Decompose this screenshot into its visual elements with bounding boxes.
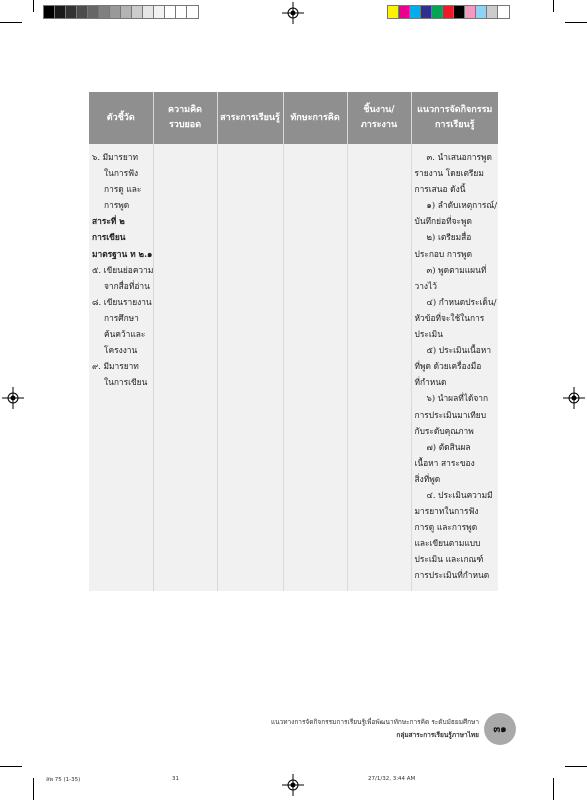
color-swatch	[432, 6, 443, 18]
cell-line: ๘. เขียนรายงาน	[92, 296, 152, 307]
cell-line: ๕) ประเมินเนื้อหา	[426, 345, 492, 356]
color-swatch	[421, 6, 432, 18]
cell-line: ๙. มีมารยาท	[92, 361, 139, 372]
crop-mark	[33, 778, 34, 800]
cell-line: ๑) ลำดับเหตุการณ์/	[426, 200, 498, 211]
cell-line: ในการฟัง	[104, 168, 139, 179]
color-swatch	[121, 6, 132, 18]
color-swatch	[99, 6, 110, 18]
color-swatch	[487, 6, 498, 18]
header-thinking-skill: ทักษะการคิด	[283, 92, 347, 144]
cell-line: ที่พูด ด้วยเครื่องมือ	[414, 361, 482, 372]
color-swatch	[187, 6, 198, 18]
color-swatch	[132, 6, 143, 18]
color-swatch	[465, 6, 476, 18]
crop-mark	[33, 0, 34, 12]
task-cell	[347, 144, 411, 591]
crop-mark	[553, 0, 554, 12]
table-header-row	[89, 92, 498, 144]
crop-mark	[565, 22, 587, 23]
cell-line: ๔. ประเมินความมี	[426, 489, 493, 500]
cell-line: ๖) นำผลที่ได้จาก	[426, 393, 489, 404]
registration-target-icon	[2, 387, 24, 409]
cell-line: ๖. มีมารยาท	[92, 152, 139, 162]
thinking-skill-cell	[283, 144, 347, 591]
cell-line: การประเมินที่กำหนด	[414, 570, 490, 581]
header-concept: ความคิด รวบยอด	[153, 92, 217, 144]
cell-line: ๕. เขียนย่อความ	[92, 264, 154, 275]
cell-line: ๔) กำหนดประเด็น/	[426, 296, 497, 307]
indicator-cell	[89, 144, 153, 591]
slug-page: 31	[172, 776, 179, 782]
cell-line: การศึกษา	[104, 312, 139, 323]
header-task: ชิ้นงาน/ ภาระงาน	[347, 92, 411, 144]
color-swatch	[44, 6, 55, 18]
footer-book-title: แนวทางการจัดกิจกรรมการเรียนรู้เพื่อพัฒนาทักษะการคิด ระดับมัธยมศึกษา	[270, 718, 479, 726]
cell-line: รายงาน โดยเตรียม	[414, 168, 484, 179]
table-row	[89, 144, 498, 591]
color-swatch	[498, 6, 509, 18]
color-swatch	[154, 6, 165, 18]
crop-mark	[0, 22, 22, 23]
registration-target-icon	[563, 387, 585, 409]
activity-cell	[411, 144, 498, 591]
header-indicator: ตัวชี้วัด	[89, 92, 153, 144]
registration-target-icon	[282, 774, 304, 796]
color-swatch	[66, 6, 77, 18]
cell-line: และเขียนตามแบบ	[414, 538, 481, 549]
cell-line: ๓. นำเสนอการพูด	[426, 152, 492, 162]
cell-line: การพูด	[104, 200, 130, 211]
color-swatch	[88, 6, 99, 18]
cell-line: การประเมินมาเทียบ	[414, 409, 487, 420]
color-swatch	[399, 6, 410, 18]
cell-line: หัวข้อที่จะใช้ในการ	[414, 312, 485, 323]
cell-line: ค้นคว้าและ	[104, 329, 146, 340]
cell-line: ประเมิน	[414, 329, 443, 340]
header-content: สาระการเรียนรู้	[217, 92, 283, 144]
cell-line: สิ่งที่พูด	[414, 473, 441, 484]
color-swatch	[388, 6, 399, 18]
crop-mark	[0, 766, 22, 767]
slug-date: 27/1/32, 3:44 AM	[368, 776, 416, 782]
color-swatch	[410, 6, 421, 18]
color-swatch	[443, 6, 454, 18]
cell-line: จากสื่อที่อ่าน	[104, 280, 150, 291]
cell-line: เนื้อหา สาระของ	[414, 457, 475, 468]
page-footer	[271, 716, 479, 742]
concept-cell	[153, 144, 217, 591]
cell-line: การดู และการพูด	[414, 522, 478, 533]
cell-line: การเสนอ ดังนี้	[414, 184, 466, 195]
color-swatch	[110, 6, 121, 18]
crop-mark	[565, 766, 587, 767]
color-swatch	[165, 6, 176, 18]
cell-line: มาตรฐาน ท ๒.๑	[92, 248, 153, 259]
cell-line: การเขียน	[92, 232, 126, 243]
cell-line: กับระดับคุณภาพ	[414, 425, 474, 436]
crop-mark	[553, 778, 554, 800]
cell-line: การดู และ	[104, 184, 142, 195]
cell-line: มารยาทในการฟัง	[414, 506, 479, 517]
cell-line: ที่กำหนด	[414, 377, 447, 388]
footer-subject: กลุ่มสาระการเรียนรู้ภาษาไทย	[396, 731, 479, 739]
cell-line: ประกอบ การพูด	[414, 248, 473, 259]
cell-line: บันทึกย่อที่จะพูด	[414, 216, 472, 227]
learning-activity-table	[89, 92, 498, 591]
registration-target-icon	[282, 2, 304, 24]
cell-line: ประเมิน และเกณฑ์	[414, 554, 484, 565]
color-bar-process	[388, 6, 509, 18]
cell-line: สาระที่ ๒	[92, 216, 125, 227]
color-bar-grayscale	[44, 6, 198, 18]
cell-line: ๗) ตัดสินผล	[426, 441, 471, 452]
cell-line: ๓) พูดตามแผนที่	[426, 264, 487, 275]
cell-line: ๒) เตรียมสื่อ	[426, 232, 472, 243]
header-activity: แนวการจัดกิจกรรม การเรียนรู้	[411, 92, 498, 144]
cell-line: ในการเขียน	[104, 377, 148, 388]
color-swatch	[77, 6, 88, 18]
slug-file: ลพ 75 (1-35)	[46, 777, 81, 783]
color-swatch	[476, 6, 487, 18]
color-swatch	[143, 6, 154, 18]
page-number-badge: ๓๑	[484, 713, 516, 745]
cell-line: โครงงาน	[104, 345, 138, 356]
content-cell	[217, 144, 283, 591]
cell-line: วางไว้	[414, 280, 437, 291]
color-swatch	[176, 6, 187, 18]
color-swatch	[55, 6, 66, 18]
color-swatch	[454, 6, 465, 18]
